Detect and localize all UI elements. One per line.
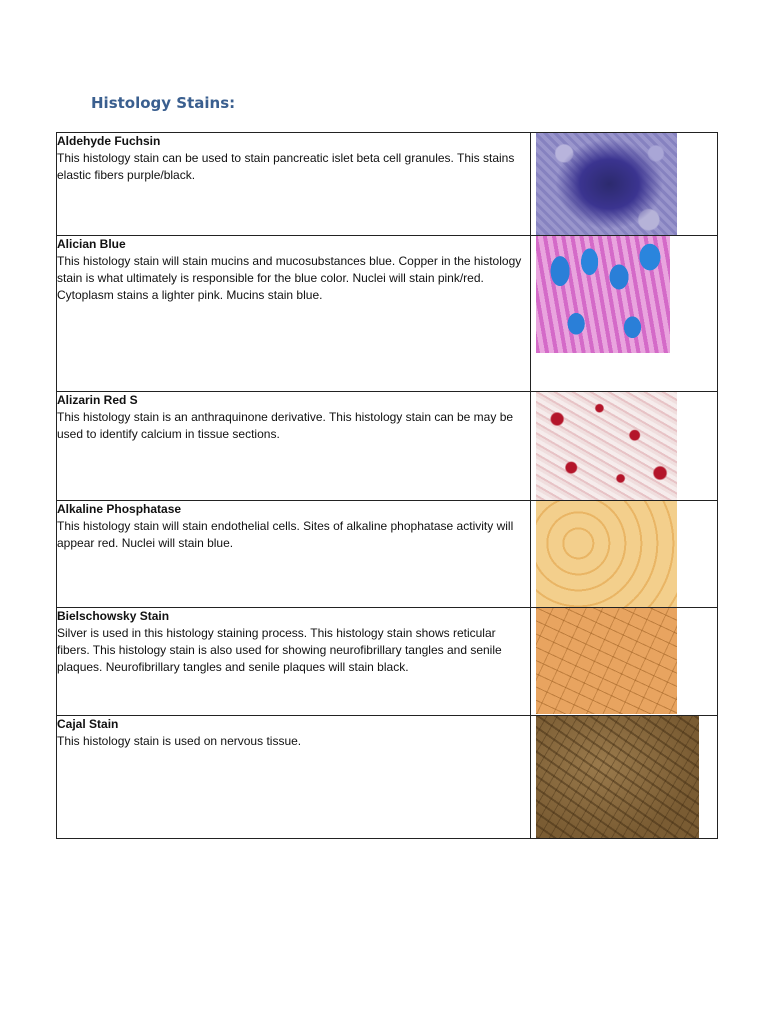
aldehyde-fuchsin-micrograph xyxy=(536,133,677,235)
stain-name: Alkaline Phosphatase xyxy=(57,502,182,516)
stain-image-cell xyxy=(531,716,718,839)
table-row xyxy=(57,392,718,501)
table-row xyxy=(57,608,718,716)
stain-image-cell xyxy=(531,392,718,501)
table-row xyxy=(57,133,718,236)
stain-name: Cajal Stain xyxy=(57,717,119,731)
stain-name: Alician Blue xyxy=(57,237,126,251)
stain-image-cell xyxy=(531,501,718,608)
stain-description-cell xyxy=(57,133,531,236)
alkaline-phosphatase-micrograph xyxy=(536,501,677,607)
stain-image-cell xyxy=(531,236,718,392)
stain-description-cell xyxy=(57,236,531,392)
alizarin-red-micrograph xyxy=(536,392,677,500)
stain-description: This histology stain can be used to stain pancreatic islet beta cell granules. This stains elastic fibers purple/black. xyxy=(57,151,515,182)
table-row xyxy=(57,716,718,839)
stain-description: Silver is used in this histology staining process. This histology stain shows reticular fibers. This histology stain is also used for showing neurofibrillary tangles and senile plaques. Neurofibrillary tangles and senile plaques will stain black. xyxy=(57,626,502,674)
stain-image-cell xyxy=(531,608,718,716)
stain-description-cell xyxy=(57,716,531,839)
cajal-stain-micrograph xyxy=(536,716,699,838)
page-heading: Histology Stains: xyxy=(91,94,236,112)
stain-description-cell xyxy=(57,392,531,501)
bielschowsky-micrograph xyxy=(536,608,677,714)
stain-description: This histology stain is used on nervous tissue. xyxy=(57,734,302,748)
stain-name: Alizarin Red S xyxy=(57,393,138,407)
stain-name: Aldehyde Fuchsin xyxy=(57,134,161,148)
stain-description-cell xyxy=(57,608,531,716)
stains-table xyxy=(56,132,718,839)
stain-description: This histology stain will stain endothelial cells. Sites of alkaline phophatase activity will appear red. Nuclei will stain blue. xyxy=(57,519,514,550)
stain-description-cell xyxy=(57,501,531,608)
table-row xyxy=(57,236,718,392)
stain-description: This histology stain is an anthraquinone derivative. This histology stain can be may be used to identify calcium in tissue sections. xyxy=(57,410,514,441)
alcian-blue-micrograph xyxy=(536,236,670,353)
stain-description: This histology stain will stain mucins and mucosubstances blue. Copper in the histology stain is what ultimately is responsible for the blue color. Nuclei will stain pink/red. Cytoplasm stains a lighter pink. Mucins stain blue. xyxy=(57,254,522,302)
stain-image-cell xyxy=(531,133,718,236)
stain-name: Bielschowsky Stain xyxy=(57,609,170,623)
table-row xyxy=(57,501,718,608)
